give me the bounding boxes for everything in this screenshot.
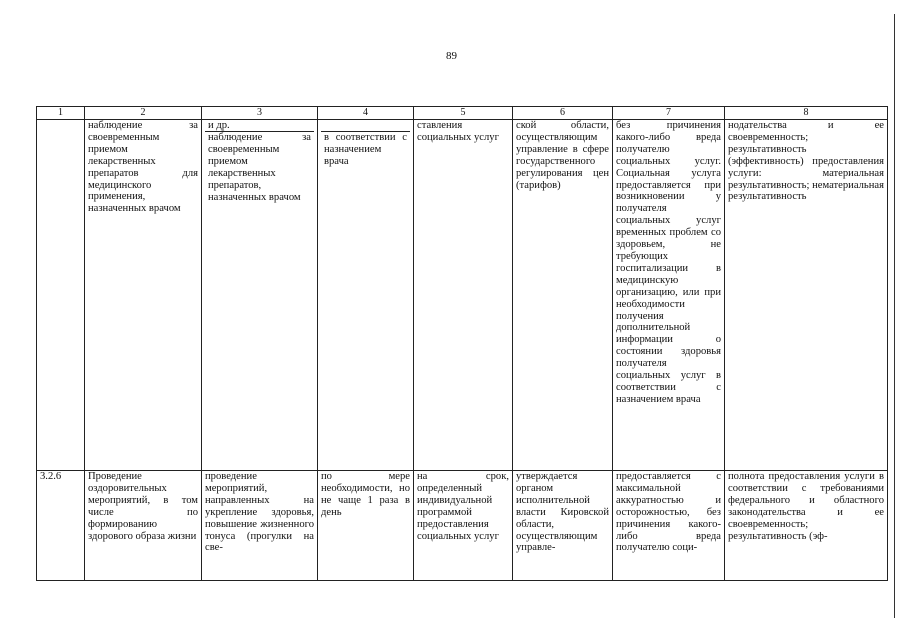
- column-number: 1: [37, 107, 85, 120]
- term-cell: на срок, определенный индивидуальной программой предоставления социальных услуг: [414, 471, 513, 581]
- frequency-cell: по мере необходимости, но не чаще 1 раза в день: [318, 471, 414, 581]
- service-name-cell: Проведение оздоровительных мероприятий, в том числе по формированию здорового образа жизни: [85, 471, 202, 581]
- column-number: 4: [318, 107, 414, 120]
- frequency-cell: [318, 120, 414, 471]
- column-number-row: [37, 107, 888, 120]
- column-number: 5: [414, 107, 513, 120]
- column-number: 3: [202, 107, 318, 120]
- services-table: [36, 106, 888, 581]
- page-edge-line: [894, 14, 895, 618]
- tariff-cell: ской области, осуществляющим управление в сфере государственного регулирования цен (тарифов): [513, 120, 613, 471]
- frequency-continuation: [321, 120, 410, 132]
- table-row: [37, 120, 888, 471]
- service-description-cell: проведение мероприятий, направленных на укрепление здоровья, повышение жизненного тонуса (прогулки на све-: [202, 471, 318, 581]
- page-number: 89: [446, 50, 457, 62]
- table-row: [37, 471, 888, 581]
- column-number: 7: [613, 107, 725, 120]
- quality-indicators-cell: нодательства и ее своевременность; результативность (эффективность) предоставления услуги: материальная результативность; нематериальная результативность: [725, 120, 888, 471]
- description-text: наблюдение за своевременным приемом лекарственных препаратов, назначенных врачом: [208, 132, 311, 203]
- row-number-cell: 3.2.6: [37, 471, 85, 581]
- column-number: 2: [85, 107, 202, 120]
- description-continuation: и др.: [205, 120, 314, 132]
- tariff-cell: утверждается органом исполнительной власти Кировской области, осуществляющим управле-: [513, 471, 613, 581]
- frequency-text: в соответствии с назначением врача: [324, 132, 407, 167]
- service-description-cell: [202, 120, 318, 471]
- conditions-cell: без причинения какого-либо вреда получателю социальных услуг. Социальная услуга предоставляется при возникновении у получателя социальных услуг временных проблем со здоровьем, не требующих госпитализации в медицинскую организацию, или при необходимости получения дополнительной информации о состоянии здоровья получателя социальных услуг в соответствии с назначением врача: [613, 120, 725, 471]
- conditions-cell: предоставляется с максимальной аккуратностью и осторожностью, без причинения какого-либо вреда получателю соци-: [613, 471, 725, 581]
- service-name-cell: наблюдение за своевременным приемом лекарственных препаратов для медицинского применения, назначенных врачом: [85, 120, 202, 471]
- quality-indicators-cell: полнота предоставления услуги в соответствии с требованиями федерального и областного законодательства и ее своевременность; результативность (эф-: [725, 471, 888, 581]
- column-number: 6: [513, 107, 613, 120]
- column-number: 8: [725, 107, 888, 120]
- term-cell: ставления социальных услуг: [414, 120, 513, 471]
- row-number-cell: [37, 120, 85, 471]
